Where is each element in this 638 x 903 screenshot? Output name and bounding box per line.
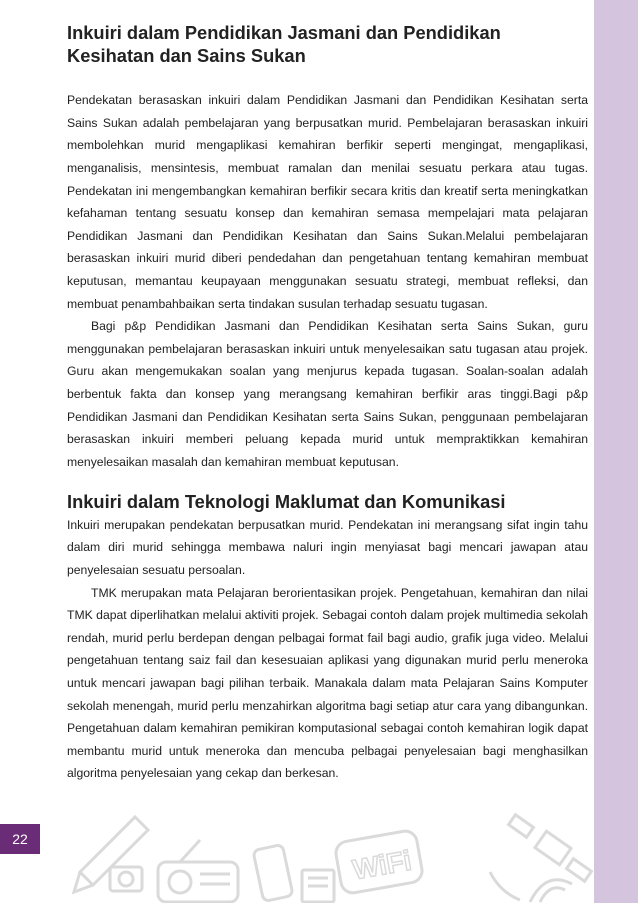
section-title-tmk: Inkuiri dalam Teknologi Maklumat dan Komunikasi: [67, 491, 506, 513]
technology-decoration: [40, 812, 600, 903]
camera-icon: [110, 867, 142, 891]
section-title-pjpk: Inkuiri dalam Pendidikan Jasmani dan Pendidikan Kesihatan dan Sains Sukan: [67, 22, 501, 66]
paragraph-pjpk-1: Pendekatan berasaskan inkuiri dalam Pendidikan Jasmani dan Pendidikan Kesihatan serta Sains Sukan adalah pembelajaran yang berpusatkan murid. Pembelajaran berasaskan inkuiri membolehkan murid mengaplikasi kemahiran berfikir seperti mengingat, mengaplikasi, menganalisis, mensintesis, membuat ramalan dan menilai sesuatu perkara atau tugas. Pendekatan ini mengembangkan kemahiran berfikir secara kritis dan kreatif serta meningkatkan kefahaman tentang sesuatu konsep dan kemahiran semasa mempelajari mata pelajaran Pendidikan Jasmani dan Pendidikan Kesihatan dan Sains Sukan.Melalui pembelajaran berasaskan inkuiri murid diberi pendedahan dan pengetahuan tentang kemahiran membuat keputusan, memantau keupayaan menggunakan sesuatu strategi, membuat refleksi, dan membuat penambahbaikan serta tindakan susulan terhadap sesuatu tugasan.: [67, 93, 588, 311]
radio-icon: [158, 840, 238, 902]
paragraph-tmk-1: Inkuiri merupakan pendekatan berpusatkan murid. Pendekatan ini merangsang sifat ingin tahu dalam diri murid sehingga membawa naluri ingin menyiasat bagi mencari jawapan atau penyelesaian sesuatu persoalan.: [67, 517, 588, 578]
side-color-band: [594, 0, 638, 903]
phone-icon: [253, 844, 293, 901]
wifi-label: WiFi: [350, 844, 414, 886]
signal-icon: [530, 880, 572, 902]
paragraph-tmk-2: TMK merupakan mata Pelajaran berorientasikan projek. Pengetahuan, kemahiran dan nilai TMK dapat diperlihatkan melalui aktiviti projek. Sebagai contoh dalam projek multimedia sekolah rendah, murid perlu berdepan dengan pelbagai format fail bagi audio, grafik juga video. Melalui pengetahuan tentang saiz fail dan kesesuaian aplikasi yang digunakan murid perlu meneroka untuk mencari jawapan bagi pilihan terbaik. Manakala dalam mata Pelajaran Sains Komputer sekolah menengah, murid perlu menzahirkan algoritma bagi setiap atur cara yang dibangunkan. Pengetahuan dalam kemahiran pemikiran komputasional sebagai contoh kemahiran logik dapat membantu murid untuk meneroka dan mencuba pelbagai penyelesaian bagi menghasilkan algoritma penyelesaian yang cekap dan berkesan.: [67, 585, 588, 781]
page-number: 22: [0, 824, 40, 854]
page-content: [67, 22, 588, 785]
paragraph-pjpk-2: Bagi p&p Pendidikan Jasmani dan Pendidikan Kesihatan serta Sains Sukan, guru menggunakan pembelajaran berasaskan inkuiri untuk menyelesaikan satu tugasan atau projek. Guru akan mengemukakan soalan yang menjurus kepada tugasan. Soalan-soalan adalah berbentuk fakta dan konsep yang merangsang kemahiran berfikir aras tinggi.Bagi p&p Pendidikan Jasmani dan Pendidikan Kesihatan serta Sains Sukan, penggunaan pembelajaran berasaskan inkuiri memberi peluang kepada murid untuk mempraktikkan kemahiran menyelesaikan masalah dan kemahiran membuat keputusan.: [67, 319, 588, 469]
notebook-icon: [302, 870, 334, 902]
